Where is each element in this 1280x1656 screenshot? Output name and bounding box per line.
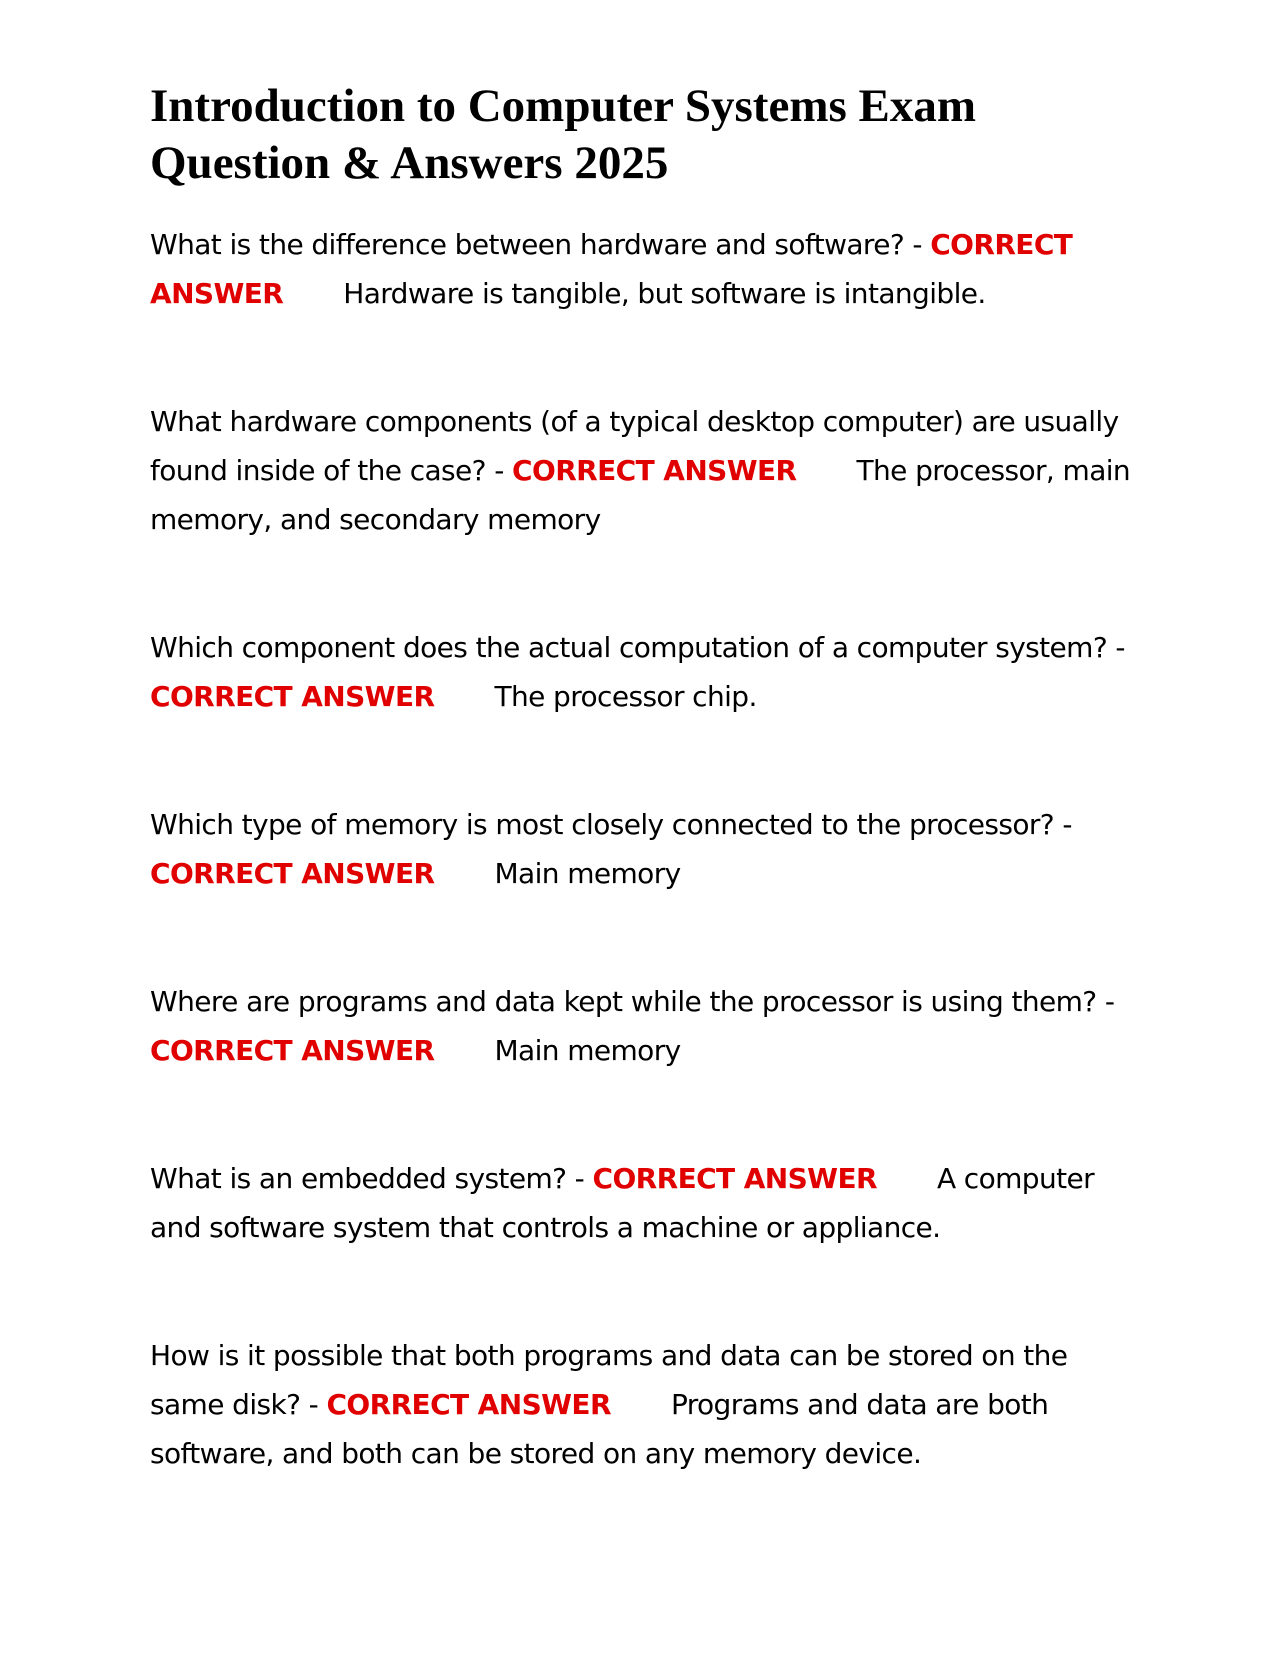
qa-item-4 bbox=[150, 800, 1140, 898]
question-text: How is it possible that both programs and data can be stored on the same disk? - bbox=[150, 1339, 1068, 1421]
question-text: What hardware components (of a typical desktop computer) are usually found inside of the case? - bbox=[150, 405, 1119, 487]
qa-item-2 bbox=[150, 397, 1140, 544]
answer-text: The processor, main memory, and secondary memory bbox=[150, 454, 1131, 536]
question-text: Which type of memory is most closely connected to the processor? - bbox=[150, 808, 1072, 841]
correct-answer-label: CORRECT ANSWER bbox=[326, 1388, 611, 1421]
question-text: What is the difference between hardware and software? - bbox=[150, 228, 922, 261]
correct-answer-label: CORRECT ANSWER bbox=[592, 1162, 877, 1195]
correct-answer-label: CORRECT ANSWER bbox=[150, 680, 435, 713]
question-text: Where are programs and data kept while the processor is using them? - bbox=[150, 985, 1115, 1018]
question-text: Which component does the actual computation of a computer system? - bbox=[150, 631, 1125, 664]
qa-item-1 bbox=[150, 220, 1140, 318]
correct-answer-label: CORRECT ANSWER bbox=[512, 454, 797, 487]
document-page bbox=[150, 78, 1140, 1478]
answer-text: Main memory bbox=[494, 857, 681, 890]
question-text: What is an embedded system? - bbox=[150, 1162, 585, 1195]
document-title: Introduction to Computer Systems Exam Question & Answers 2025 bbox=[150, 80, 977, 189]
qa-item-3 bbox=[150, 623, 1140, 721]
answer-text: Hardware is tangible, but software is intangible. bbox=[343, 277, 986, 310]
correct-answer-label: CORRECT ANSWER bbox=[150, 228, 1073, 310]
answer-text: The processor chip. bbox=[494, 680, 757, 713]
qa-item-7 bbox=[150, 1331, 1140, 1478]
answer-text: Programs and data are both software, and both can be stored on any memory device. bbox=[150, 1388, 1049, 1470]
answer-text: A computer and software system that controls a machine or appliance. bbox=[150, 1162, 1095, 1244]
qa-item-6 bbox=[150, 1154, 1140, 1252]
correct-answer-label: CORRECT ANSWER bbox=[150, 1034, 435, 1067]
correct-answer-label: CORRECT ANSWER bbox=[150, 857, 435, 890]
qa-item-5 bbox=[150, 977, 1140, 1075]
answer-text: Main memory bbox=[494, 1034, 681, 1067]
